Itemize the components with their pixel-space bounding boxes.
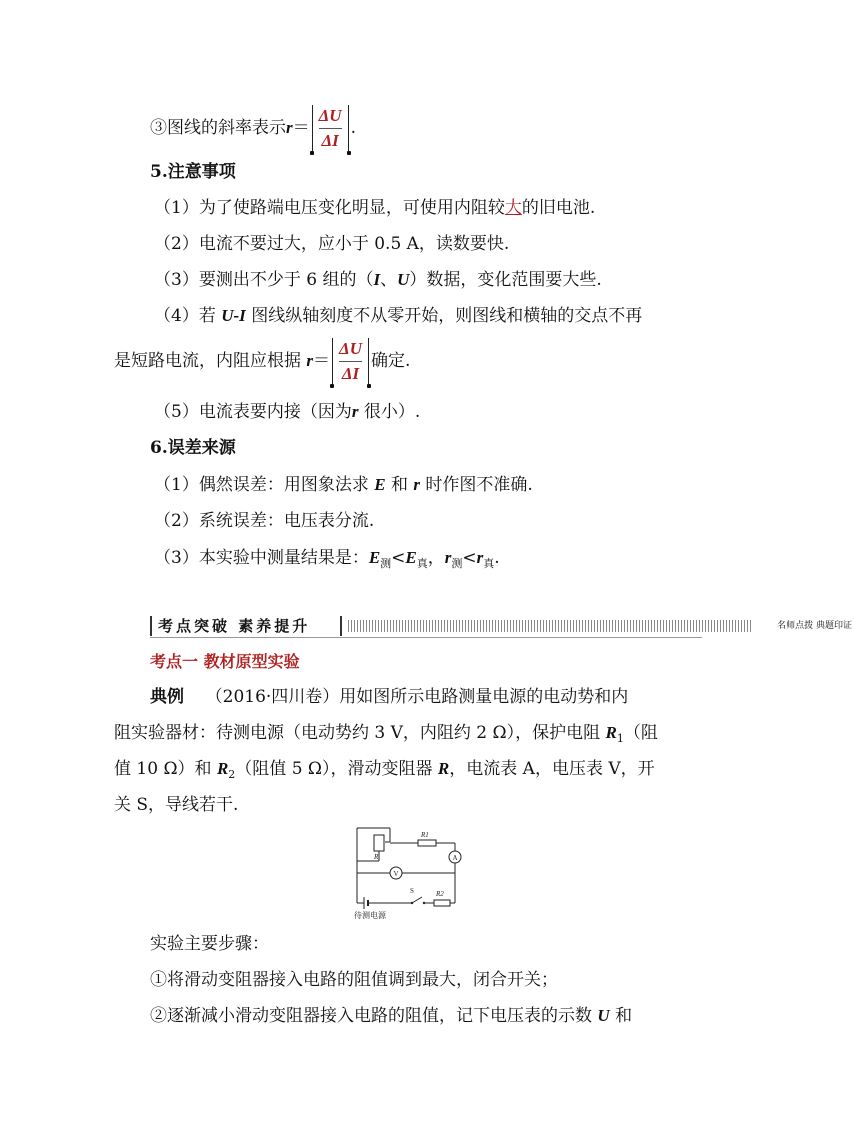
note-2: （2）电流不要过大，应小于 0.5 A，读数要快. — [154, 234, 510, 254]
step-1: ①将滑动变阻器接入电路的阻值调到最大，闭合开关； — [150, 970, 558, 990]
example-line-3: 值 10 Ω）和 $R_2$（阻值 5 Ω），滑动变阻器 R，电流表 A，电压表 V，开 — [114, 759, 655, 781]
sub-true: 真 — [416, 557, 428, 570]
var-i: I — [373, 270, 381, 289]
less-than: < — [391, 548, 406, 568]
note-3-tail: ）数据，变化范围要大些. — [409, 270, 602, 290]
step-2-text: ②逐渐减小滑动变阻器接入电路的阻值，记下电压表的示数 — [150, 1006, 598, 1026]
example-text-3b: （阻值 5 Ω），滑动变阻器 — [235, 759, 438, 779]
example-line-2: 阻实验器材：待测电源（电动势约 3 V，内阻约 2 Ω），保护电阻 $R_1$（阻 — [114, 723, 658, 745]
var-e: E — [368, 548, 381, 567]
topic-heading: 考点一 教材原型实验 — [150, 652, 300, 671]
note-4-text: （4）若 — [154, 306, 222, 326]
note-5-tail: 很小）. — [358, 402, 421, 422]
var-r: r — [444, 548, 452, 567]
comma: ， — [427, 548, 445, 568]
abs-fraction — [312, 105, 349, 153]
note-4-tail: 确定. — [370, 351, 411, 371]
steps-title: 实验主要步骤： — [150, 934, 269, 954]
example-text-3c: ，电流表 A，电压表 V，开 — [449, 759, 655, 779]
sub-true: 真 — [483, 557, 495, 570]
abs-fraction — [332, 338, 369, 386]
var-r: r — [413, 475, 421, 494]
fraction-numerator: ΔU — [318, 105, 342, 125]
fraction-numerator: ΔU — [339, 338, 362, 358]
section-banner — [150, 616, 852, 636]
banner-rule — [150, 637, 702, 638]
banner-title: 考点突破 素养提升 — [150, 616, 342, 636]
error-3: （3）本实验中测量结果是：$E_测<E_真$，$r_测<r_真$. — [154, 548, 500, 570]
sub-measured: 测 — [380, 557, 392, 570]
example-line-4: 关 S，导线若干. — [114, 795, 239, 815]
note-4-text-b: 图线纵轴刻度不从零开始，则图线和横轴的交点不再 — [245, 306, 643, 326]
example-text-1: （2016·四川卷）用如图所示电路测量电源的电动势和内 — [205, 687, 629, 707]
example-text-2b: （阻 — [623, 723, 658, 743]
section-heading-5: 5.注意事项 — [150, 162, 236, 182]
error-1 — [154, 473, 533, 497]
note-1-emphasis: 大 — [504, 198, 522, 218]
note-5-text: （5）电流表要内接（因为 — [154, 402, 352, 422]
var-r: r — [286, 118, 293, 137]
switch-label: S — [410, 887, 414, 895]
fraction-denominator: ΔI — [341, 363, 360, 383]
source-label: 待测电源 — [354, 911, 386, 920]
sub-measured: 测 — [451, 557, 463, 570]
error-3-text: （3）本实验中测量结果是： — [154, 548, 369, 568]
label-r2: R2 — [436, 890, 444, 898]
note-4-line-1 — [154, 304, 642, 328]
example-text-2: 阻实验器材：待测电源（电动势约 3 V，内阻约 2 Ω），保护电阻 — [114, 723, 606, 743]
step-2-tail: 和 — [609, 1006, 633, 1026]
var-u: U — [597, 1006, 610, 1025]
var-r2: R — [216, 759, 229, 778]
slope-line — [150, 104, 356, 153]
var-u: U — [397, 270, 410, 289]
var-r1: R — [605, 723, 617, 742]
note-1 — [154, 196, 595, 220]
note-4-text-c: 是短路电流，内阻应根据 — [114, 351, 307, 371]
separator: 、 — [380, 270, 398, 290]
error-1-tail: 时作图不准确. — [420, 475, 533, 495]
note-1-tail: 的旧电池. — [521, 198, 596, 218]
example-text-3: 值 10 Ω）和 — [114, 759, 217, 779]
var-r: r — [476, 548, 484, 567]
var-r: r — [351, 402, 359, 421]
equals: ＝ — [292, 118, 310, 138]
example-label: 典例 — [150, 687, 184, 707]
label-r: R — [374, 853, 379, 861]
less-than: < — [462, 548, 477, 568]
note-3-text: （3）要测出不少于 6 组的（ — [154, 270, 374, 290]
banner-hatch — [348, 620, 752, 632]
voltmeter-label: V — [393, 870, 399, 878]
period: . — [350, 118, 356, 138]
ui-graph: U-I — [221, 306, 246, 325]
fraction-denominator: ΔI — [321, 130, 339, 150]
section-heading-6: 6.误差来源 — [150, 438, 236, 458]
note-5 — [154, 400, 420, 424]
circuit-diagram — [352, 823, 472, 921]
var-e: E — [374, 475, 386, 494]
error-1-text: （1）偶然误差：用图象法求 — [154, 475, 375, 495]
equals: ＝ — [313, 351, 331, 371]
var-r: r — [306, 351, 314, 370]
step-2 — [150, 1004, 632, 1028]
error-1-and: 和 — [385, 475, 414, 495]
note-4-line-2 — [114, 337, 410, 386]
banner-subtitle: 名师点拨 典题印证 — [777, 621, 852, 631]
note-1-text: （1）为了使路端电压变化明显，可使用内阻较 — [154, 198, 505, 218]
slope-text: ③图线的斜率表示 — [150, 118, 286, 138]
error-2: （2）系统误差：电压表分流. — [154, 511, 375, 531]
label-r1: R1 — [421, 831, 429, 839]
ammeter-label: A — [452, 854, 458, 862]
var-e: E — [405, 548, 417, 567]
example-line-1 — [150, 685, 628, 709]
var-r: R — [437, 759, 450, 778]
note-3 — [154, 268, 602, 292]
